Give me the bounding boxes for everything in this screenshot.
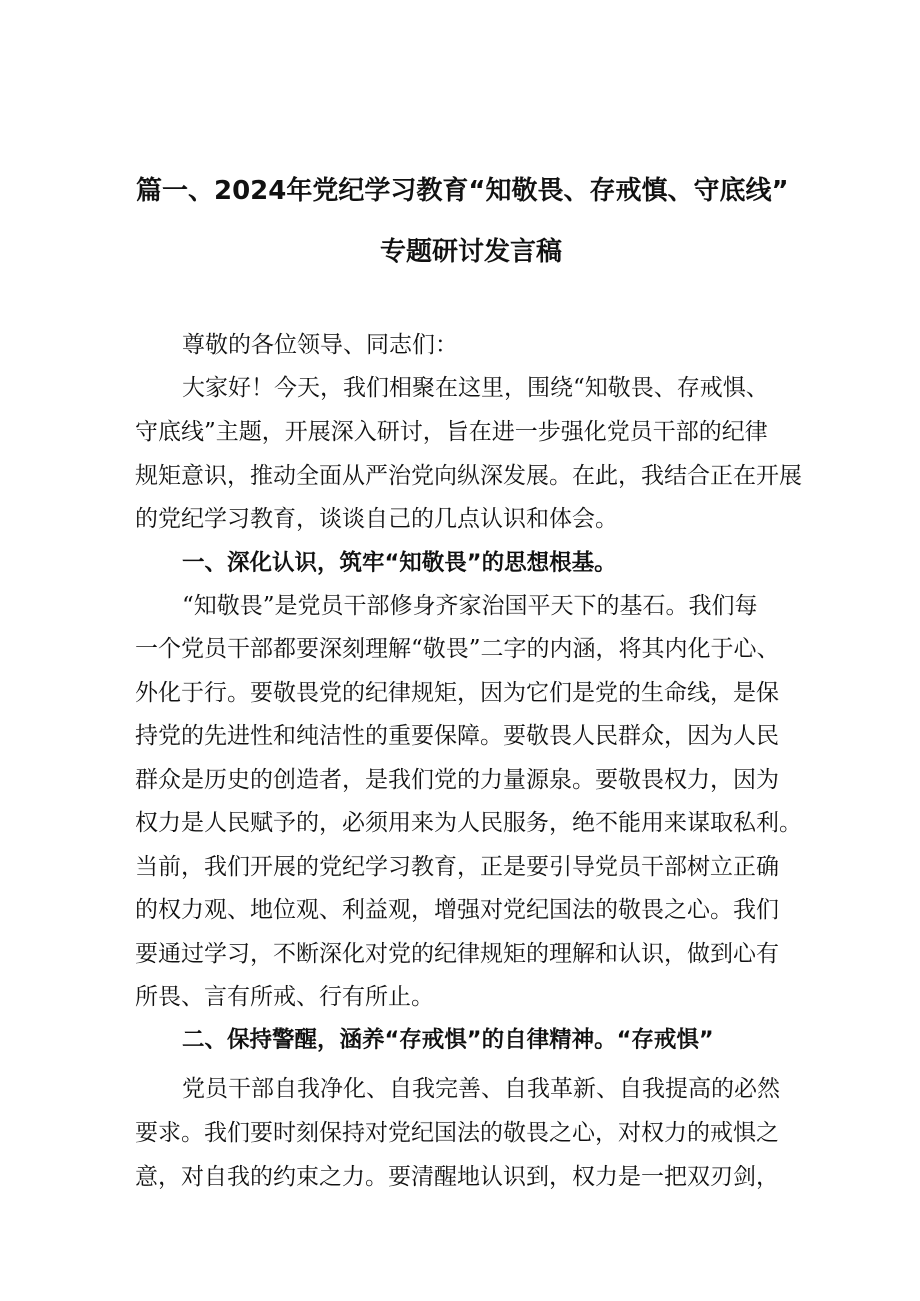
body-line: 规矩意识，推动全面从严治党向纵深发展。在此，我结合正在开展 bbox=[135, 463, 802, 489]
body-line: 群众是历史的创造者，是我们党的力量源泉。要敬畏权力，因为 bbox=[135, 767, 779, 793]
body-line: 大家好！今天，我们相聚在这里，围绕“知敬畏、存戒惧、 bbox=[182, 375, 769, 401]
body-line: 外化于行。要敬畏党的纪律规矩，因为它们是党的生命线，是保 bbox=[135, 680, 779, 706]
body-line: 所畏、言有所戒、行有所止。 bbox=[135, 984, 434, 1010]
body-line: 当前，我们开展的党纪学习教育，正是要引导党员干部树立正确 bbox=[135, 854, 779, 880]
section-heading-2: 二、保持警醒，涵养“存戒惧”的自律精神。“存戒惧” bbox=[182, 1027, 714, 1053]
document-title-line-2: 专题研讨发言稿 bbox=[380, 237, 563, 267]
body-line: 权力是人民赋予的，必须用来为人民服务，绝不能用来谋取私利。 bbox=[135, 810, 802, 836]
body-line: 的权力观、地位观、利益观，增强对党纪国法的敬畏之心。我们 bbox=[135, 897, 779, 923]
body-line: 意，对自我的约束之力。要清醒地认识到，权力是一把双刃剑， bbox=[135, 1164, 779, 1190]
body-line: 一个党员干部都要深刻理解“敬畏”二字的内涵，将其内化于心、 bbox=[135, 636, 780, 662]
body-line: 要通过学习，不断深化对党的纪律规矩的理解和认识，做到心有 bbox=[135, 941, 779, 967]
body-line: 持党的先进性和纯洁性的重要保障。要敬畏人民群众，因为人民 bbox=[135, 723, 779, 749]
body-line: 要求。我们要时刻保持对党纪国法的敬畏之心，对权力的戒惧之 bbox=[135, 1120, 779, 1146]
body-line: “知敬畏”是党员干部修身齐家治国平天下的基石。我们每 bbox=[182, 593, 758, 619]
body-line: 守底线”主题，开展深入研讨，旨在进一步强化党员干部的纪律 bbox=[135, 419, 768, 445]
body-line: 党员干部自我净化、自我完善、自我革新、自我提高的必然 bbox=[182, 1076, 780, 1102]
salutation: 尊敬的各位领导、同志们： bbox=[182, 332, 458, 358]
document-title-line-1: 篇一、2024年党纪学习教育“知敬畏、存戒慎、守底线” bbox=[136, 176, 789, 206]
section-heading-1: 一、深化认识，筑牢“知敬畏”的思想根基。 bbox=[182, 550, 617, 576]
body-line: 的党纪学习教育，谈谈自己的几点认识和体会。 bbox=[135, 506, 618, 532]
